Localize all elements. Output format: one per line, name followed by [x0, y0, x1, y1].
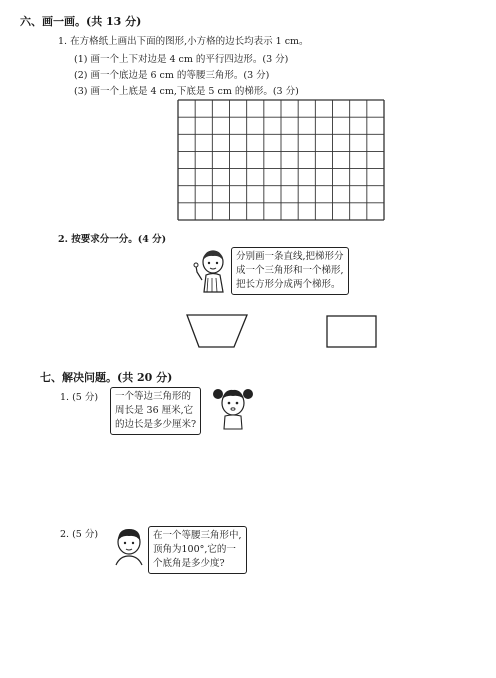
- bubble-line: 顶角为100°,它的一: [153, 544, 236, 555]
- question-7-1-speech-bubble: [110, 387, 201, 435]
- bubble-line: 的边长是多少厘米?: [115, 419, 197, 430]
- bubble-line: 成一个三角形和一个梯形,: [236, 265, 344, 276]
- question-7-2-speech-bubble: [148, 526, 247, 574]
- question-1-stem: 1. 在方格纸上画出下面的图形,小方格的边长均表示 1 cm。: [58, 36, 309, 47]
- rectangle-shape[interactable]: [326, 315, 378, 349]
- bubble-line: 周长是 36 厘米,它: [115, 405, 194, 416]
- boy-illustration: [110, 527, 148, 567]
- question-2-stem: 2. 按要求分一分。(4 分): [58, 234, 167, 245]
- pigtail-girl-illustration: [211, 383, 255, 431]
- question-2-speech-bubble: [231, 247, 349, 295]
- bubble-line: 一个等边三角形的: [115, 391, 192, 402]
- bubble-line: 个底角是多少度?: [153, 558, 225, 569]
- question-1-item-3: (3) 画一个上底是 4 cm,下底是 5 cm 的梯形。(3 分): [74, 86, 299, 97]
- bubble-line: 在一个等腰三角形中,: [153, 530, 242, 541]
- trapezoid-shape[interactable]: [186, 313, 248, 349]
- question-1-item-1: (1) 画一个上下对边是 4 cm 的平行四边形。(3 分): [74, 54, 289, 65]
- section-7-title: 七、解决问题。(共 20 分): [40, 371, 173, 384]
- question-7-2-label: 2. (5 分): [60, 529, 99, 540]
- bubble-line: 分别画一条直线,把梯形分: [236, 251, 344, 262]
- question-7-1-label: 1. (5 分): [60, 392, 99, 403]
- bubble-line: 把长方形分成两个梯形。: [236, 279, 341, 290]
- question-1-item-2: (2) 画一个底边是 6 cm 的等腰三角形。(3 分): [74, 70, 270, 81]
- drawing-grid[interactable]: [178, 100, 384, 220]
- girl-illustration: [193, 248, 233, 300]
- section-6-title: 六、画一画。(共 13 分): [20, 15, 142, 28]
